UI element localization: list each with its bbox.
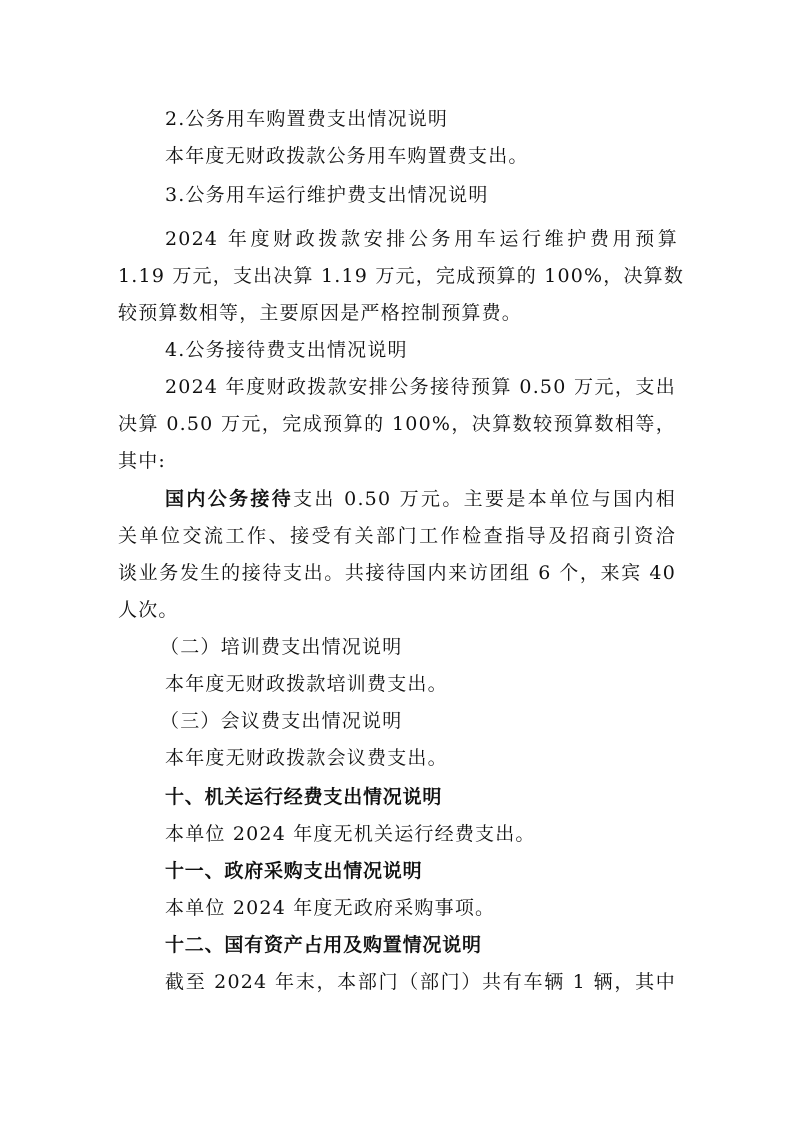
- section-heading-operating-funds: 十、机关运行经费支出情况说明: [165, 786, 443, 808]
- paragraph-line: 2024 年度财政拨款安排公务用车运行维护费用预算: [165, 228, 678, 250]
- paragraph-line: 决算 0.50 万元，完成预算的 100%，决算数较预算数相等，: [118, 413, 676, 435]
- paragraph-line: 较预算数相等，主要原因是严格控制预算费。: [118, 302, 523, 324]
- paragraph-line: 其中:: [118, 450, 167, 472]
- section-heading-state-assets: 十二、国有资产占用及购置情况说明: [165, 934, 482, 956]
- paragraph-line: 人次。: [118, 599, 179, 621]
- paragraph-text: 支出 0.50 万元。主要是本单位与国内相: [293, 488, 676, 510]
- paragraph-line: 本年度无财政拨款培训费支出。: [165, 673, 448, 695]
- paragraph-line: 本年度无财政拨款公务用车购置费支出。: [165, 145, 529, 167]
- paragraph-line: 本单位 2024 年度无机关运行经费支出。: [165, 823, 536, 845]
- paragraph-line: 1.19 万元，支出决算 1.19 万元，完成预算的 100%，决算数: [118, 265, 685, 287]
- paragraph-line: 截至 2024 年末，本部门（部门）共有车辆 1 辆，其中: [165, 971, 676, 993]
- subheading-reception: 4.公务接待费支出情况说明: [165, 339, 408, 361]
- subheading-meeting: （三）会议费支出情况说明: [160, 710, 403, 732]
- paragraph-line: [165, 486, 676, 512]
- subheading-training: （二）培训费支出情况说明: [160, 636, 403, 658]
- paragraph-line: 本年度无财政拨款会议费支出。: [165, 747, 448, 769]
- emphasis-domestic-reception: 国内公务接待: [165, 488, 294, 510]
- paragraph-line: 关单位交流工作、接受有关部门工作检查指导及招商引资洽: [118, 525, 676, 547]
- subheading-vehicle-purchase: 2.公务用车购置费支出情况说明: [165, 108, 449, 130]
- subheading-vehicle-maintenance: 3.公务用车运行维护费支出情况说明: [165, 184, 489, 206]
- paragraph-line: 本单位 2024 年度无政府采购事项。: [165, 897, 496, 919]
- paragraph-line: 谈业务发生的接待支出。共接待国内来访团组 6 个，来宾 40: [118, 562, 676, 584]
- paragraph-line: 2024 年度财政拨款安排公务接待预算 0.50 万元，支出: [165, 376, 676, 398]
- section-heading-procurement: 十一、政府采购支出情况说明: [165, 860, 423, 882]
